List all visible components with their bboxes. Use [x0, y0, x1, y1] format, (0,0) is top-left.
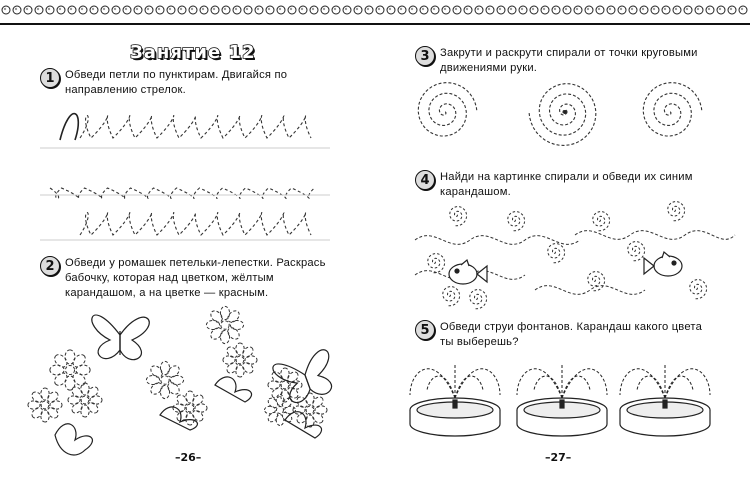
task-text: Закрути и раскрути спирали от точки круговыми движениями руки. [440, 47, 698, 74]
page-number: –27– [545, 451, 572, 464]
fountains [375, 30, 750, 491]
fountain [620, 365, 710, 436]
task-number: 5 [415, 320, 435, 340]
daisy-flower [146, 361, 183, 398]
task-text: Обведи петли по пунктирам. Двигайся по направлению стрелок. [65, 69, 288, 96]
lesson-title: Занятие 12 [130, 42, 256, 63]
right-page [375, 30, 750, 491]
page-number: –26– [175, 451, 202, 464]
daisy-flower [50, 350, 90, 390]
task-number: 2 [40, 256, 60, 276]
task-number: 1 [40, 68, 60, 88]
task-number: 3 [415, 46, 435, 66]
daisy-flower [268, 368, 302, 402]
task-text: Обведи у ромашек петельки-лепестки. Раскрась бабочку, которая над цветком, жёлтым карандашом, а на цветке — красным. [65, 257, 326, 299]
daisies-and-butterflies [0, 30, 375, 491]
task-number: 4 [415, 170, 435, 190]
daisy-flower [68, 383, 102, 417]
daisy-flower [293, 393, 327, 427]
daisy-flower [28, 388, 62, 422]
left-page [0, 30, 375, 491]
task-text: Обведи струи фонтанов. Карандаш какого цвета ты выберешь? [440, 321, 702, 348]
task-text: Найди на картинке спирали и обведи их синим карандашом. [440, 171, 693, 198]
butterfly [92, 315, 149, 360]
fountain [410, 365, 500, 436]
bead-border [0, 0, 750, 30]
fountain [517, 365, 607, 436]
daisy-flower [206, 306, 243, 343]
daisy-flower [223, 343, 257, 377]
